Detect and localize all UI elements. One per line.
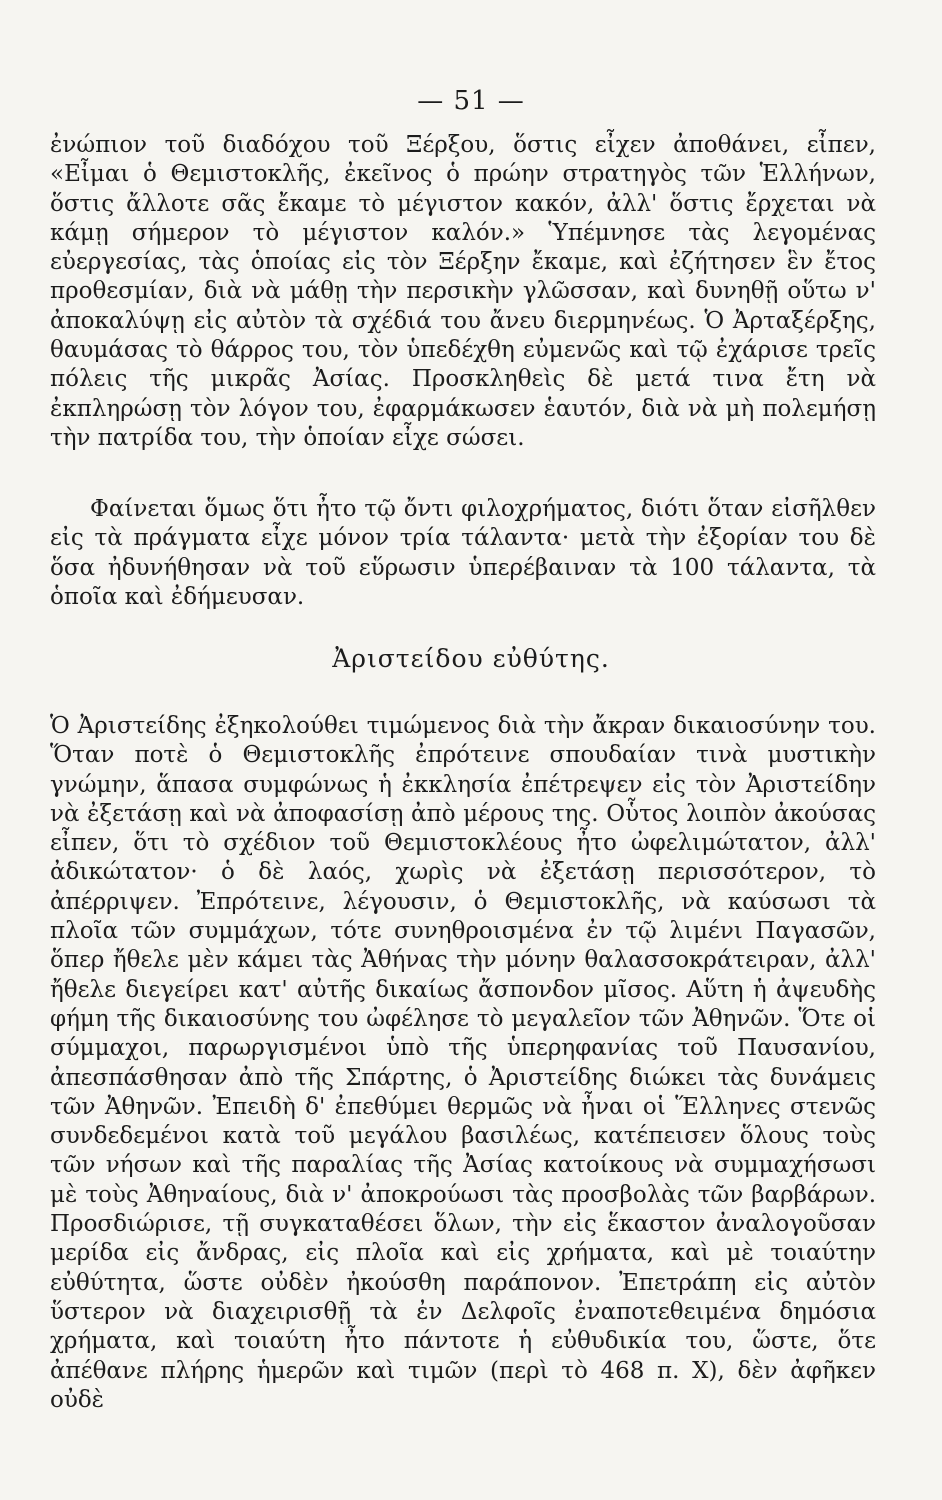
paragraph-themistocles-wealth (50, 495, 876, 612)
paragraph-themistocles-persia (50, 131, 876, 453)
paragraph-text: Ὁ Ἀριστείδης ἐξηκολούθει τιμώμενος διὰ τὴν ἄκραν δικαιοσύνην του. Ὅταν ποτὲ ὁ Θεμιστοκλῆς ἐπρότεινε σπουδαίαν τινὰ μυστικὴν γνώμην, ἅπασα συμφώνως ἡ ἐκκλησία ἐπέτρεψεν εἰς τὸν Ἀριστείδην νὰ ἐξετάσῃ καὶ νὰ ἀποφασίσῃ ἀπὸ μέρους της. Οὗτος λοιπὸν ἀκούσας εἶπεν, ὅτι τὸ σχέδιον τοῦ Θεμιστοκλέους ἦτο ὠφελιμώτατον, ἀλλ' ἀδικώτατον· ὁ δὲ λαός, χωρὶς νὰ ἐξετάσῃ περισσότερον, τὸ ἀπέρριψεν. Ἐπρότεινε, λέγουσιν, ὁ Θεμιστοκλῆς, νὰ καύσωσι τὰ πλοῖα τῶν συμμάχων, τότε συνηθροισμένα ἐν τῷ λιμένι Παγασῶν, ὅπερ ἤθελε μὲν κάμει τὰς Ἀθήνας τὴν μόνην θαλασσοκράτειραν, ἀλλ' ἤθελε διεγείρει κατ' αὐτῆς δικαίως ἄσπονδον μῖσος. Αὕτη ἡ ἀψευδὴς φήμη τῆς δικαιοσύνης του ὠφέλησε τὸ μεγαλεῖον τῶν Ἀθηνῶν. Ὅτε οἱ σύμμαχοι, παρωργισμένοι ὑπὸ τῆς ὑπερηφανίας τοῦ Παυσανίου, ἀπεσπάσθησαν ἀπὸ τῆς Σπάρτης, ὁ Ἀριστείδης διώκει τὰς δυνάμεις τῶν Ἀθηνῶν. Ἐπειδὴ δ' ἐπεθύμει θερμῶς νὰ ἦναι οἱ Ἕλληνες στενῶς συνδεδεμένοι κατὰ τοῦ μεγάλου βασιλέως, κατέπεισεν ὅλους τοὺς τῶν νήσων καὶ τῆς παραλίας τῆς Ἀσίας κατοίκους νὰ συμμαχήσωσι μὲ τοὺς Ἀθηναίους, διὰ ν' ἀποκρούωσι τὰς προσβολὰς τῶν βαρβάρων. Προσδιώρισε, τῇ συγκαταθέσει ὅλων, τὴν εἰς ἕκαστον ἀναλογοῦσαν μερίδα εἰς ἄνδρας, εἰς πλοῖα καὶ εἰς χρήματα, καὶ μὲ τοιαύτην εὐθύτητα, ὥστε οὐδὲν ἠκούσθη παράπονον. Ἐπετράπη εἰς αὐτὸν ὕστερον νὰ διαχειρισθῇ τὰ ἐν Δελφοῖς ἐναποτεθειμένα δημόσια χρήματα, καὶ τοιαύτη ἦτο πάντοτε ἡ εὐθυδικία του, ὥστε, ὅτε ἀπέθανε πλήρης ἡμερῶν καὶ τιμῶν (περὶ τὸ 468 π. Χ), δὲν ἀφῆκεν οὐδὲ (50, 713, 876, 1413)
paragraph-text: Φαίνεται ὅμως ὅτι ἦτο τῷ ὄντι φιλοχρήματος, διότι ὅταν εἰσῆλθεν εἰς τὰ πράγματα εἶχε μόνον τρία τάλαντα· μετὰ τὴν ἐξορίαν του δὲ ὅσα ἠδυνήθησαν νὰ τοῦ εὕρωσιν ὑπερέβαιναν τὰ 100 τάλαντα, τὰ ὁποῖα καὶ ἐδήμευσαν. (50, 496, 876, 610)
paragraph-text: ἐνώπιον τοῦ διαδόχου τοῦ Ξέρξου, ὅστις εἶχεν ἀποθάνει, εἶπεν, «Εἶμαι ὁ Θεμιστοκλῆς, ἐκεῖνος ὁ πρώην στρατηγὸς τῶν Ἑλλήνων, ὅστις ἄλλοτε σᾶς ἔκαμε τὸ μέγιστον κακόν, ἀλλ' ὅστις ἔρχεται νὰ κάμῃ σήμερον τὸ μέγιστον καλόν.» Ὑπέμνησε τὰς λεγομένας εὐεργεσίας, τὰς ὁποίας εἰς τὸν Ξέρξην ἔκαμε, καὶ ἐζήτησεν ἓν ἔτος προθεσμίαν, διὰ νὰ μάθῃ τὴν περσικὴν γλῶσσαν, καὶ δυνηθῇ οὕτω ν' ἀποκαλύψῃ εἰς αὐτὸν τὰ σχέδιά του ἄνευ διερμηνέως. Ὁ Ἀρταξέρξης, θαυμάσας τὸ θάρρος του, τὸν ὑπεδέχθη εὐμενῶς καὶ τῷ ἐχάρισε τρεῖς πόλεις τῆς μικρᾶς Ἀσίας. Προσκληθεὶς δὲ μετά τινα ἔτη νὰ ἐκπληρώσῃ τὸν λόγον του, ἐφαρμάκωσεν ἑαυτόν, διὰ νὰ μὴ πολεμήσῃ τὴν πατρίδα του, τὴν ὁποίαν εἶχε σώσει. (50, 132, 876, 451)
section-heading: Ἀριστείδου εὐθύτης. (332, 644, 610, 673)
page-number: — 51 — (417, 86, 525, 116)
paragraph-aristides-justice (50, 712, 876, 1415)
